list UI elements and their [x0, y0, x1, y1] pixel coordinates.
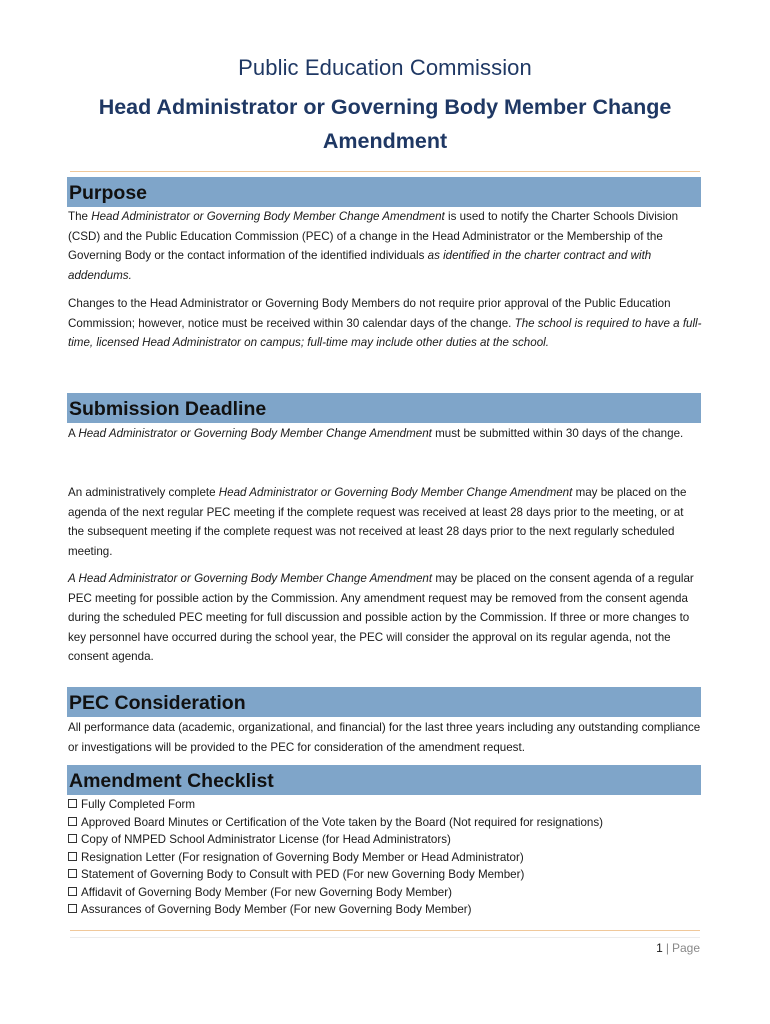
- organization-title: Public Education Commission: [238, 55, 532, 80]
- document-title-line1: Head Administrator or Governing Body Member Change: [98, 95, 672, 119]
- pec-consideration-heading: PEC Consideration: [67, 687, 701, 717]
- checklist-item: Statement of Governing Body to Consult with PED (For new Governing Body Member): [68, 866, 702, 884]
- deadline-paragraph-2: An administratively complete Head Administrator or Governing Body Member Change Amendment may be placed on the agenda of the next regular PEC meeting if the complete request was received at least 28 days prior to the meeting, or at the subsequent meeting if the complete request was not received at least 28 days prior to the next regularly scheduled meeting.: [68, 486, 687, 558]
- checklist-item: Copy of NMPED School Administrator License (for Head Administrators): [68, 831, 702, 849]
- purpose-paragraph-1: The Head Administrator or Governing Body Member Change Amendment is used to notify the Charter Schools Division (CSD) and the Public Education Commission (PEC) of a change in the Head Administrator or the Membership of the Governing Body or the contact information of the identified individuals as identified in the charter contract and with addendums.: [68, 210, 679, 282]
- deadline-paragraph-3: A Head Administrator or Governing Body Member Change Amendment may be placed on the consent agenda of a regular PEC meeting for possible action by the Commission. Any amendment request may be removed from the consent agenda during the scheduled PEC meeting for full discussion and possible action by the Commission. If three or more changes to key personnel have occurred during the school year, the PEC will consider the approval on its regular agenda, not the consent agenda.: [68, 572, 694, 663]
- purpose-paragraph-2: Changes to the Head Administrator or Governing Body Members do not require prior approval of the Public Education Commission; however, notice must be received within 30 calendar days of the change. The school is required to have a full-time, licensed Head Administrator on campus; full-time may include other duties at the school.: [68, 297, 702, 349]
- checklist-item: Assurances of Governing Body Member (For new Governing Body Member): [68, 901, 702, 919]
- footer-divider: [70, 930, 700, 931]
- pec-paragraph: All performance data (academic, organizational, and financial) for the last three years including any outstanding compliance or investigations will be provided to the PEC for consideration of the amendment request.: [68, 721, 701, 754]
- checkbox-icon[interactable]: [68, 904, 77, 913]
- submission-deadline-heading: Submission Deadline: [67, 393, 701, 423]
- checkbox-icon[interactable]: [68, 887, 77, 896]
- page-footer: [656, 941, 700, 955]
- page-label: Page: [671, 941, 700, 955]
- checklist-item: Resignation Letter (For resignation of Governing Body Member or Head Administrator): [68, 849, 702, 867]
- deadline-paragraph-1: A Head Administrator or Governing Body Member Change Amendment must be submitted within 30 days of the change.: [68, 427, 684, 440]
- checkbox-icon[interactable]: [68, 799, 77, 808]
- header-divider: [70, 171, 700, 172]
- document-title: [70, 90, 700, 158]
- page-number: 1: [656, 941, 663, 955]
- checkbox-icon[interactable]: [68, 834, 77, 843]
- checklist-item: Approved Board Minutes or Certification of the Vote taken by the Board (Not required for resignations): [68, 814, 702, 832]
- checkbox-icon[interactable]: [68, 817, 77, 826]
- checklist-item: Fully Completed Form: [68, 796, 702, 814]
- footer-separator: |: [665, 941, 669, 955]
- checkbox-icon[interactable]: [68, 869, 77, 878]
- footer-divider-secondary: [70, 937, 700, 938]
- amendment-checklist-heading: Amendment Checklist: [67, 765, 701, 795]
- amendment-checklist: [68, 796, 702, 919]
- purpose-heading: Purpose: [67, 177, 701, 207]
- checkbox-icon[interactable]: [68, 852, 77, 861]
- document-title-line2: Amendment: [322, 129, 448, 153]
- checklist-item: Affidavit of Governing Body Member (For new Governing Body Member): [68, 884, 702, 902]
